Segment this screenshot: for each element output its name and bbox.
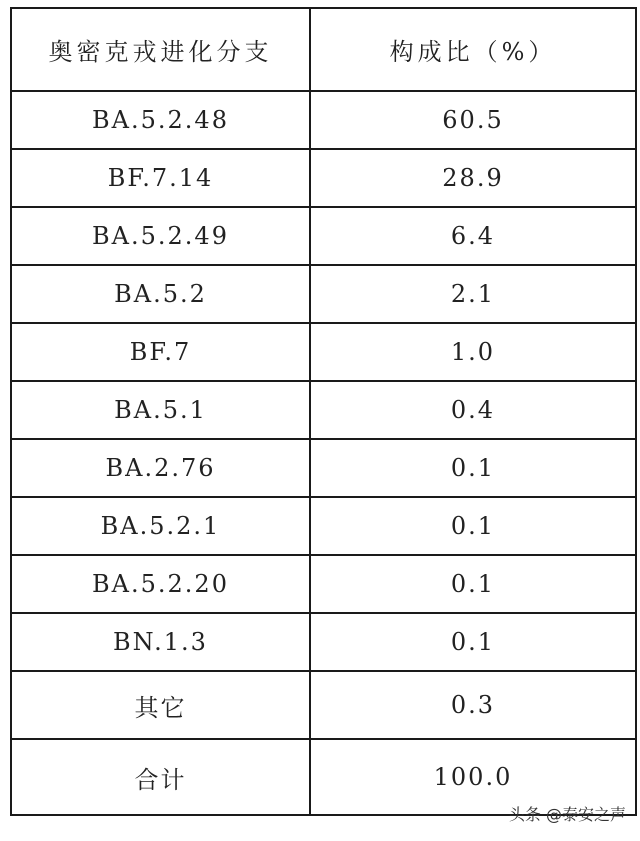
variant-composition-table [10,7,637,816]
branch-cell: BA.5.1 [11,381,310,439]
table-row [11,149,636,207]
ratio-cell: 6.4 [310,207,636,265]
branch-cell: BF.7 [11,323,310,381]
table-row [11,439,636,497]
ratio-cell: 60.5 [310,91,636,149]
table-row [11,613,636,671]
ratio-cell: 0.3 [310,671,636,739]
branch-cell: BA.5.2.20 [11,555,310,613]
table-header-row [11,8,636,91]
table-row [11,265,636,323]
header-ratio: 构成比（%） [310,8,636,91]
table-row [11,497,636,555]
ratio-cell: 0.1 [310,613,636,671]
ratio-cell: 0.4 [310,381,636,439]
ratio-cell: 1.0 [310,323,636,381]
branch-cell: BA.2.76 [11,439,310,497]
branch-cell: BF.7.14 [11,149,310,207]
branch-cell: BA.5.2 [11,265,310,323]
header-branch: 奥密克戎进化分支 [11,8,310,91]
table-row [11,671,636,739]
table-row [11,555,636,613]
branch-cell: BA.5.2.49 [11,207,310,265]
branch-cell: BN.1.3 [11,613,310,671]
ratio-cell: 0.1 [310,439,636,497]
table-row [11,381,636,439]
branch-cell: 其它 [11,671,310,739]
total-label-cell: 合计 [11,739,310,815]
ratio-cell: 0.1 [310,497,636,555]
ratio-cell: 2.1 [310,265,636,323]
table-row [11,207,636,265]
total-ratio-cell: 100.0 [310,739,636,815]
watermark-text: 头条 @泰安之声 [508,805,626,824]
branch-cell: BA.5.2.1 [11,497,310,555]
table-row [11,91,636,149]
table-row [11,323,636,381]
ratio-cell: 0.1 [310,555,636,613]
ratio-cell: 28.9 [310,149,636,207]
branch-cell: BA.5.2.48 [11,91,310,149]
